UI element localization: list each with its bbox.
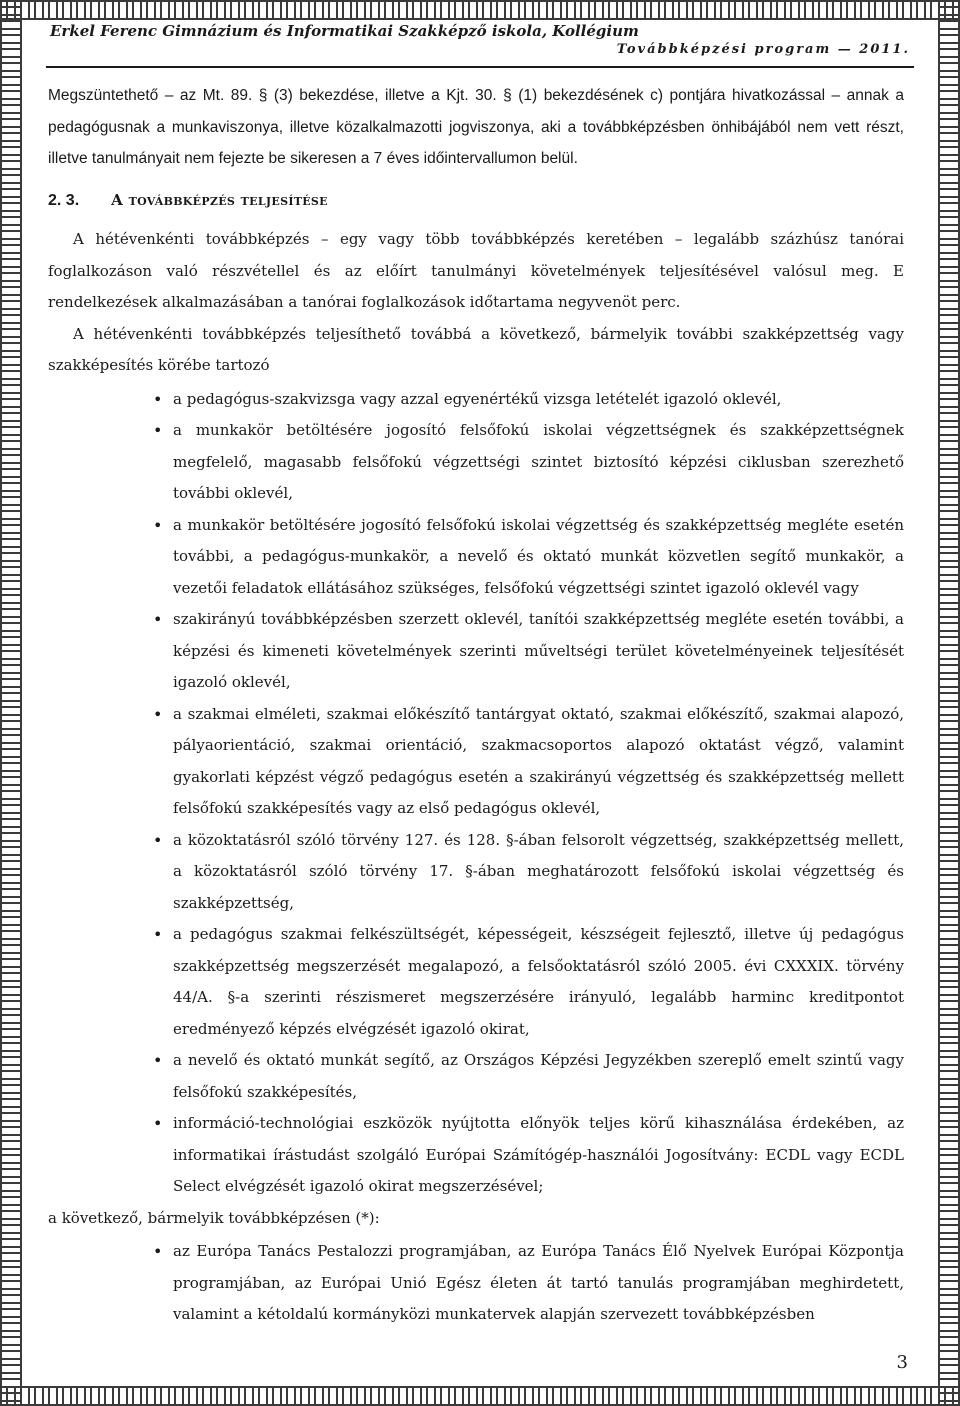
section-number: 2. 3.	[48, 191, 80, 209]
list-item: • az Európa Tanács Pestalozzi programjában, az Európa Tanács Élő Nyelvek Európai Központja programjában, az Európai Unió Egész életen át tartó tanulás programjában meghirdetett, valamint a kétoldalú kormányközi munkatervek alapján szervezett továbbképzésben	[172, 1236, 904, 1331]
program-title-header: Továbbképzési program — 2011.	[616, 42, 910, 57]
list-item: • információ-technológiai eszközök nyújtotta előnyök teljes körű kihasználása érdekében, az informatikai írástudást szolgáló Európai Számítógép-használói Jogosítvány: ECDL vagy ECDL Select elvégzését igazoló okirat megszerzésével;	[172, 1108, 904, 1203]
decorative-border-left	[0, 0, 22, 1406]
paragraph-alternatives: A hétévenkénti továbbképzés teljesíthető továbbá a következő, bármelyik további szakképzettség vagy szakképesítés körébe tartozó	[48, 324, 904, 374]
header-rule	[46, 66, 914, 68]
list-item: • a munkakör betöltésére jogosító felsőfokú iskolai végzettség és szakképzettség megléte esetén további, a pedagógus-munkakör, a nevelő és oktató munkát közvetlen segítő munkakör, a vezetői feladatok ellátásához szükséges, felsőfokú végzettségi szintet igazoló oklevél vagy	[172, 510, 904, 605]
page-content	[48, 80, 904, 1331]
page-number: 3	[896, 1352, 908, 1373]
list-item: • a pedagógus szakmai felkészültségét, képességeit, készségeit fejlesztő, illetve új pedagógus szakképzettség megszerzését megalapozó, a felsőoktatásról szóló 2005. évi CXXXIX. törvény 44/A. §-a szerinti részismeret megszerzésére irányuló, legalább harminc kreditpontot eredményező képzés elvégzését igazoló okirat,	[172, 919, 904, 1045]
qualification-list	[48, 384, 904, 1203]
decorative-border-bottom	[0, 1386, 960, 1406]
decorative-border-top	[0, 0, 960, 20]
list-item: • szakirányú továbbképzésben szerzett oklevél, tanítói szakképzettség megléte esetén további, a képzési és kimeneti követelmények szerinti műveltségi terület követelményeinek teljesítését igazoló oklevél,	[172, 604, 904, 699]
section-heading	[48, 185, 904, 217]
training-list	[48, 1236, 904, 1331]
decorative-border-right	[938, 0, 960, 1406]
intro-paragraph: Megszüntethető – az Mt. 89. § (3) bekezdése, illetve a Kjt. 30. § (1) bekezdésének c) pontjára hivatkozással – annak a pedagógusnak a munkaviszonya, illetve közalkalmazotti jogviszonya, aki a továbbképzésben önhibájából nem vett részt, illetve tanulmányait nem fejezte be sikeresen a 7 éves időintervallumon belül.	[48, 87, 904, 167]
section-title: A továbbképzés teljesítése	[111, 190, 328, 209]
paragraph-requirements: A hétévenkénti továbbképzés – egy vagy több továbbképzés keretében – legalább százhúsz tanórai foglalkozáson való részvétellel és az előírt tanulmányi követelmények teljesítésével valósul meg. E rendelkezések alkalmazásában a tanórai foglalkozások időtartama negyvenöt perc.	[48, 230, 904, 311]
list-item: • a szakmai elméleti, szakmai előkészítő tantárgyat oktató, szakmai előkészítő, szakmai alapozó, pályaorientáció, szakmai orientáció, szakmacsoportos alapozó oktatást végző, valamint gyakorlati képzést végző pedagógus esetén a szakirányú végzettség és szakképzettség mellett felsőfokú szakképesítés vagy az első pedagógus oklevél,	[172, 699, 904, 825]
paragraph-further-training: a következő, bármelyik továbbképzésen (*):	[48, 1208, 380, 1227]
list-item: • a közoktatásról szóló törvény 127. és 128. §-ában felsorolt végzettség, szakképzettség mellett, a közoktatásról szóló törvény 17. §-ában meghatározott felsőfokú iskolai végzettség és szakképzettség,	[172, 825, 904, 920]
list-item: • a pedagógus-szakvizsga vagy azzal egyenértékű vizsga letételét igazoló oklevél,	[172, 384, 904, 416]
school-name-header: Erkel Ferenc Gimnázium és Informatikai Szakképző iskola, Kollégium	[50, 22, 639, 40]
list-item: • a nevelő és oktató munkát segítő, az Országos Képzési Jegyzékben szereplő emelt szintű vagy felsőfokú szakképesítés,	[172, 1045, 904, 1108]
list-item: • a munkakör betöltésére jogosító felsőfokú iskolai végzettségnek és szakképzettségnek megfelelő, magasabb felsőfokú végzettségi szintet biztosító képzési ciklusban szerezhető további oklevél,	[172, 415, 904, 510]
